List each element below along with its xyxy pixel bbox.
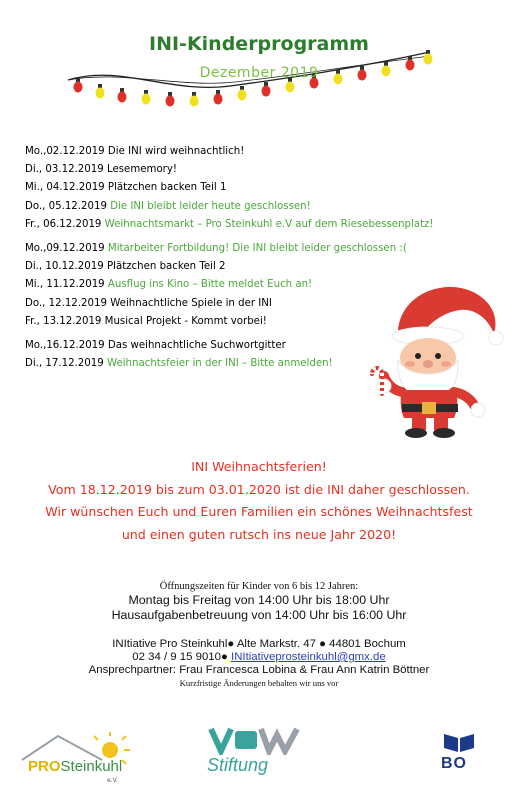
- light-bulb: [286, 82, 295, 93]
- schedule-activity: Plätzchen backen Teil 2: [106, 261, 226, 273]
- contact-phone-email: [0, 651, 518, 664]
- schedule-date: Di., 10.12.2019: [25, 261, 104, 273]
- light-bulb: [424, 54, 433, 65]
- schedule-activity: Plätzchen backen Teil 1: [107, 182, 227, 194]
- light-bulb: [96, 88, 105, 99]
- schedule-week-1: [25, 143, 434, 234]
- logo-stiftung-text: Stiftung: [207, 755, 269, 775]
- schedule-date: Mo.,02.12.2019: [25, 146, 105, 157]
- holiday-notice: [0, 456, 518, 546]
- light-bulb: [118, 92, 127, 103]
- contact-disclaimer: Kurzfristige Änderungen behalten wir uns vor: [179, 678, 339, 688]
- schedule-date: Mo.,16.12.2019: [25, 340, 105, 352]
- light-bulb: [190, 96, 199, 107]
- vbw-stiftung-logo: [207, 727, 307, 785]
- light-bulb-cap: [144, 90, 148, 94]
- holiday-closed-dates: Vom 18.12.2019 bis zum 03.01.2020 ist die INI daher geschlossen.: [48, 481, 470, 497]
- schedule-activity: Weihnachtsfeier in der INI – Bitte anmelden!: [106, 358, 333, 370]
- light-bulb-cap: [240, 86, 244, 90]
- schedule-activity: Weihnachtsmarkt – Pro Steinkuhl e.V auf dem Riesebessenplatz!: [104, 218, 434, 230]
- schedule-row: [25, 179, 434, 197]
- logo-steinkuhl-text: Steinkuhl: [60, 758, 123, 775]
- schedule-row: [25, 216, 434, 234]
- light-bulb-cap: [264, 82, 268, 86]
- schedule-activity: Weihnachtliche Spiele in der INI: [110, 297, 272, 309]
- schedule-activity: Lesememory!: [106, 164, 177, 176]
- holiday-heading: INI Weihnachtsferien!: [191, 459, 327, 474]
- logo-pro-text: PRO: [28, 758, 61, 775]
- opening-hours-weekdays: Montag bis Freitag von 14:00 Uhr bis 18:00 Uhr: [128, 593, 390, 607]
- light-bulb-cap: [120, 88, 124, 92]
- holiday-new-year: und einen guten rutsch ins neue Jahr 2020!: [121, 526, 397, 542]
- light-bulb-cap: [216, 90, 220, 94]
- schedule-date: Fr., 13.12.2019: [25, 315, 102, 327]
- schedule-date: Mo.,09.12.2019: [25, 243, 105, 255]
- schedule-date: Mi., 11.12.2019: [25, 279, 105, 291]
- opening-hours-heading: Öffnungszeiten für Kinder von 6 bis 12 Jahren:: [159, 581, 359, 592]
- bo-logo: [440, 730, 478, 774]
- light-bulb-cap: [408, 56, 412, 60]
- page-subtitle-month: Dezember 2019: [199, 65, 319, 81]
- light-bulb: [238, 90, 247, 101]
- light-bulb: [262, 86, 271, 97]
- schedule-activity: Die INI bleibt leider heute geschlossen!: [110, 200, 311, 212]
- holiday-wishes: Wir wünschen Euch und Euren Familien ein schönes Weihnachtsfest: [45, 504, 473, 519]
- contact-info: [0, 638, 518, 690]
- schedule-activity: Mitarbeiter Fortbildung! Die INI bleibt leider geschlossen :(: [107, 243, 407, 255]
- schedule-row: [25, 143, 434, 161]
- opening-hours-homework: Hausaufgabenbetreuung von 14:00 Uhr bis 16:00 Uhr: [111, 608, 407, 622]
- contact-address: INItiative Pro Steinkuhl● Alte Markstr. 47 ● 44801 Bochum: [112, 638, 406, 650]
- schedule-date: Di., 17.12.2019: [25, 358, 104, 370]
- schedule-row: [25, 258, 434, 276]
- logo-bo-text: BO: [441, 755, 467, 772]
- light-bulb: [214, 94, 223, 105]
- light-bulb: [142, 94, 151, 105]
- light-bulb-cap: [168, 92, 172, 96]
- light-bulb: [166, 96, 175, 107]
- schedule-activity: Ausflug ins Kino – Bitte meldet Euch an!: [107, 279, 313, 291]
- contact-persons: Ansprechpartner: Frau Francesca Lobina & Frau Ann Katrin Böttner: [88, 664, 430, 676]
- light-bulb: [74, 82, 83, 93]
- schedule-row: [25, 161, 434, 179]
- schedule-activity: Das weihnachtliche Suchwortgitter: [107, 340, 286, 352]
- pro-steinkuhl-logo: [18, 730, 136, 785]
- schedule-date: Do., 12.12.2019: [25, 297, 107, 309]
- page-title: INI-Kinderprogramm: [149, 33, 369, 55]
- opening-hours: [0, 580, 518, 623]
- logo-ev-text: e.V.: [107, 777, 118, 784]
- schedule-date: Fr., 06.12.2019: [25, 218, 102, 230]
- contact-phone: 02 34 / 9 15 9010●: [132, 651, 228, 663]
- light-bulb-cap: [98, 84, 102, 88]
- light-bulb-cap: [192, 92, 196, 96]
- schedule-date: Do., 05.12.2019: [25, 200, 107, 212]
- schedule-activity: Die INI wird weihnachtlich!: [107, 146, 245, 157]
- schedule-activity: Musical Projekt - Kommt vorbei!: [104, 315, 267, 327]
- light-bulb-cap: [426, 50, 430, 54]
- schedule-row: [25, 198, 434, 216]
- schedule-row: [25, 240, 434, 258]
- contact-email-link[interactable]: INItiativeprosteinkuhl@gmx.de: [231, 651, 386, 663]
- santa-claus-illustration: [362, 278, 504, 440]
- schedule-date: Di., 03.12.2019: [25, 164, 104, 176]
- schedule-date: Mi., 04.12.2019: [25, 182, 105, 194]
